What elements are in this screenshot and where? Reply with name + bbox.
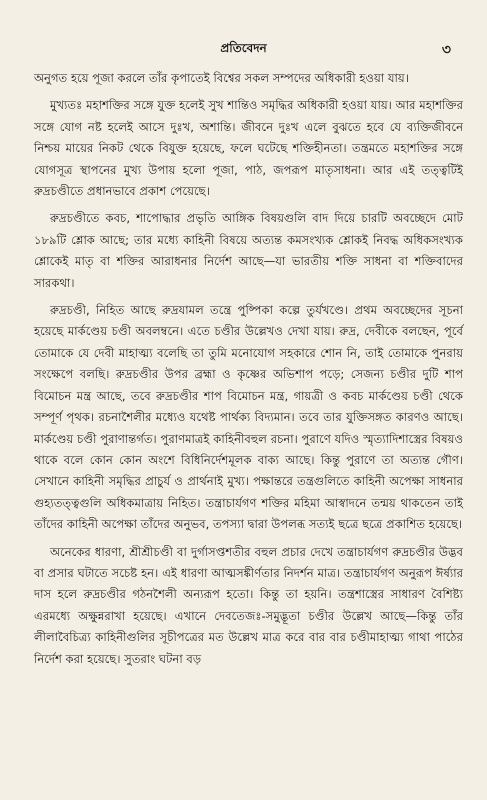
page-number: ৩ — [441, 42, 451, 58]
paragraph: রুদ্রচণ্ডীতে কবচ, শাপোদ্ধার প্রভৃতি আঙ্গিক বিষয়গুলি বাদ দিয়ে চারটি অবচ্ছেদে মোট ১৮৯টি শ্লোক আছে; তার মধ্যে কাহিনী বিষয়ে অত্যন্ত কমসংখ্যক শ্লোকই নিবদ্ধ অধিকসংখ্যক শ্লোকেই মাতৃ বা শক্তির আরাধনার নির্দেশ আছে—যা ভারতীয় শক্তি সাধনা বা শক্তিবাদের সারকথা। — [34, 211, 463, 290]
paragraph: রুদ্রচণ্ডী, নিহিত আছে রুদ্রযামল তন্ত্রে পুষ্পিকা কল্পে তুর্যখণ্ডে। প্রথম অবচ্ছেদের সূচনা হয়েছে মার্কণ্ডেয় চণ্ডী অবলম্বনে। এতে চণ্ডীর উল্লেখও দেখা যায়। রুদ্র, দেবীকে বলছেন, পূর্বে তোমাকে যে দেবী মাহাত্ম্য বলেছি তা তুমি মনোযোগ সহকারে শোন নি, তাই তোমাকে পুনরায় সংক্ষেপে বলছি। রুদ্রচণ্ডীর উপর ব্রহ্মা ও কৃষ্ণের অভিশাপ পড়ে; সেজন্য চণ্ডীর দুটি শাপ বিমোচন মন্ত্র আছে, তবে রুদ্রচণ্ডীর শাপ বিমোচন মন্ত্র, গায়ত্রী ও কবচ মার্কণ্ডেয় চণ্ডী থেকে সম্পূর্ণ পৃথক। রচনাশৈলীর মধ্যেও যথেষ্ট পার্থক্য বিদ্যমান। তবে তার যুক্তিসঙ্গত কারণও আছে। মার্কণ্ডেয় চণ্ডী পুরাণান্তর্গত। পুরাণমাত্রই কাহিনীবহুল রচনা। পুরাণে যদিও স্মৃত্যাদিশাস্ত্রের বিষয়ও থাকে বলে কোন কোন অংশে বিধিনির্দেশমূলক বাক্য আছে। কিন্তু পুরাণে তা অত্যন্ত গৌণ। সেখানে কাহিনী সমৃদ্ধির প্রাচুর্য ও প্রার্থনাই মুখ্য। পক্ষান্তরে তন্ত্রগুলিতে কাহিনী অপেক্ষা সাধনার গুহ্যতত্ত্বগুলি অধিকমাত্রায় নিহিত। তন্ত্রাচার্যগণ শক্তির মহিমা আস্বাদনে তন্ময় থাকতেন তাই তাঁদের কাহিনী অপেক্ষা তাঁদের অনুভব, তপস্যা দ্বারা উপলব্ধ সত্যই ছত্রে ছত্রে প্রকাশিত হয়েছে। — [34, 303, 463, 532]
paragraph: মুখ্যতঃ মহাশক্তির সঙ্গে যুক্ত হলেই সুখ শান্তিও সমৃদ্ধির অধিকারী হওয়া যায়। আর মহাশক্তির সঙ্গে যোগ নষ্ট হলেই আসে দুঃখ, অশান্তি। জীবনে দুঃখ এলে বুঝতে হবে যে ব্যক্তিজীবনে নিশ্চয় মায়ের নিকট থেকে বিযুক্ত হয়েছে, ফলে ঘটেছে শক্তিহীনতা। তন্ত্রমতে মহাশক্তির সঙ্গে যোগসূত্র স্থাপনের মুখ্য উপায় হলো পূজা, পাঠ, জপরূপ মাতৃসাধনা। আর এই তত্ত্বটিই রুদ্রচণ্ডীতে প্রধানভাবে প্রকাশ পেয়েছে। — [34, 98, 463, 199]
body-text — [34, 68, 463, 676]
paragraph: অনেকের ধারণা, শ্রীশ্রীচণ্ডী বা দুর্গাসপ্তশতীর বহুল প্রচার দেখে তন্ত্রাচার্যগণ রুদ্রচণ্ডীর উদ্ভব বা প্রসার ঘটাতে সচেষ্ট হন। এই ধারণা আত্মসঙ্কীর্ণতার নিদর্শন মাত্র। তন্ত্রাচার্যগণ অনুরূপ ঈর্ষ্যার দাস হলে রুদ্রচণ্ডীর গঠনশৈলী অন্যরূপ হতো। কিন্তু তা হয়নি। তন্ত্রশাস্ত্রের সাধারণ বৈশিষ্ট্য এরমধ্যে অক্ষুন্নরাখা হয়েছে। এখানে দেবতেজঃ-সমুদ্ভূতা চণ্ডীর উল্লেখ আছে—কিন্তু তাঁর লীলাবৈচিত্র্য কাহিনীগুলির সূচীপত্রের মত উল্লেখ মাত্র করে বার বার চণ্ডীমাহাত্ম্য গাথা পাঠের নির্দেশ করা হয়েছে। সুতরাং ঘটনা বড় — [34, 544, 463, 666]
page-header — [0, 40, 487, 60]
paragraph: অনুগত হয়ে পূজা করলে তাঁর কৃপাতেই বিশ্বের সকল সম্পদের অধিকারী হওয়া যায়। — [34, 71, 409, 85]
running-title: প্রতিবেদন — [220, 41, 267, 55]
